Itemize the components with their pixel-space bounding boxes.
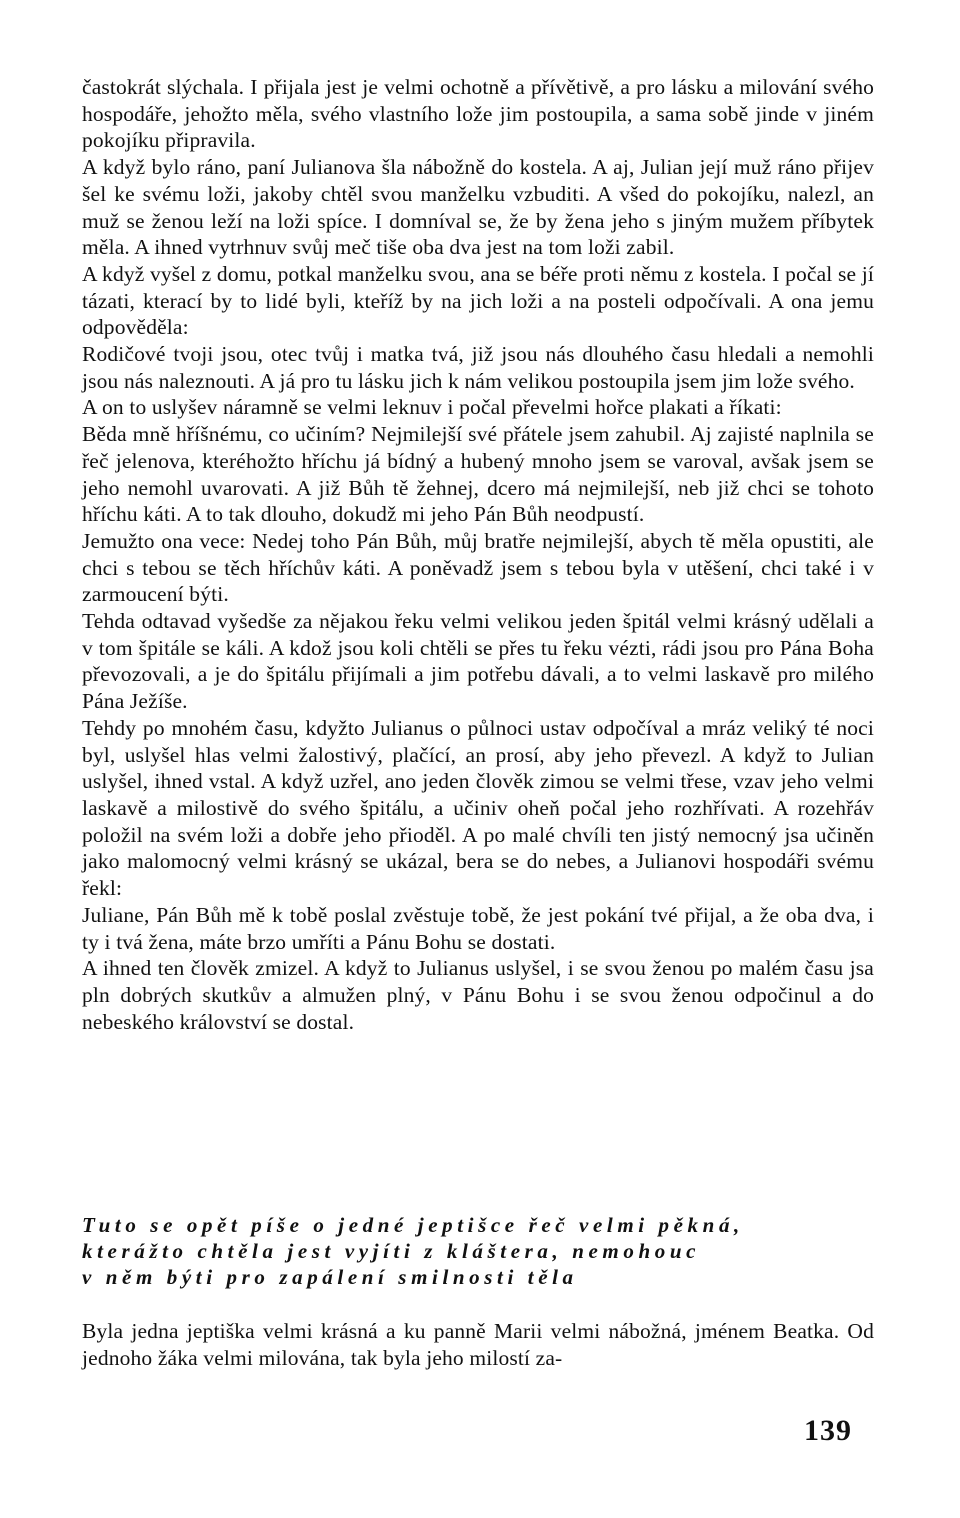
chapter-heading-line: v něm býti pro zapálení smilnosti těla [82, 1265, 578, 1289]
paragraph: Tehda odtavad vyšedše za nějakou řeku velmi velikou jeden špitál velmi krásný udělali a v tom špitále se káli. A kdož jsou koli chtěli se přes tu řeku vézti, rádi jsou pro Pána Boha převozovali, a je do špitálu přijímali a jim potřebu dávali, a to velmi laskavě pro milého Pána Ježíše. [82, 609, 874, 714]
chapter-heading-line: Tuto se opět píše o jedné jeptišce řeč velmi pěkná, [82, 1213, 744, 1237]
page-number: 139 [804, 1414, 852, 1447]
main-text [82, 74, 874, 1035]
chapter-heading-line: kterážto chtěla jest vyjíti z kláštera, nemohouc [82, 1239, 701, 1263]
paragraph: Běda mně hříšnému, co učiním? Nejmilejší své přátele jsem zahubil. Aj zajisté naplnila se řeč jelenova, kteréhožto hříchu já bídný a hubený mnoho jsem se varoval, avšak jsem se jeho nemohl uvarovati. A již Bůh tě žehnej, dcero má nejmilejší, neb již chci se tohoto hříchu káti. A to tak dlouho, dokudž mi jeho Pán Bůh neodpustí. [82, 422, 874, 527]
paragraph: častokrát slýchala. I přijala jest je velmi ochotně a přívětivě, a pro lásku a milování svého hospodáře, jehožto měla, svého vlastního lože jim postoupila, a sama sobě jinde v jiném pokojíku připravila. [82, 75, 874, 153]
chapter-intro [82, 1318, 874, 1371]
paragraph: Jemužto ona vece: Nedej toho Pán Bůh, můj bratře nejmilejší, abych tě měla opustiti, ale chci s tebou se těch hříchův káti. A poněvadž jsem s tebou byla v utěšení, chci také i v zarmoucení býti. [82, 528, 874, 607]
paragraph: A ihned ten člověk zmizel. A když to Julianus uslyšel, i se svou ženou po malém času jsa pln dobrých skutkův a almužen plný, v Pánu Bohu i se svou ženou odpočinul a do nebeského království se dostal. [82, 956, 874, 1034]
paragraph: Byla jedna jeptiška velmi krásná a ku panně Marii velmi nábožná, jménem Beatka. Od jednoho žáka velmi milována, tak byla jeho milostí za- [82, 1319, 874, 1370]
paragraph: A když bylo ráno, paní Julianova šla nábožně do kostela. A aj, Julian její muž ráno přijev šel ke svému loži, jakoby chtěl svou manželku vzbuditi. A všed do pokojíku, nalezl, an muž se ženou leží na loži spíce. I domníval se, že by žena jeho s jiným mužem příbytek měla. A ihned vytrhnuv svůj meč tiše oba dva jest na tom loži zabil. [82, 155, 874, 260]
paragraph: A když vyšel z domu, potkal manželku svou, ana se béře proti němu z kostela. I počal se jí tázati, kterací by to lidé byli, kteříž by na jich loži a na posteli odpočívali. A ona jemu odpověděla: [82, 261, 874, 340]
paragraph: Rodičové tvoji jsou, otec tvůj i matka tvá, již jsou nás dlouhého času hledali a nemohli jsou nás naleznouti. A já pro tu lásku jich k nám velikou postoupila jsem jim lože svého. [82, 342, 874, 393]
paragraph: A on to uslyšev náramně se velmi leknuv i počal převelmi hořce plakati a říkati: [82, 395, 782, 420]
paragraph: Juliane, Pán Bůh mě k tobě poslal zvěstuje tobě, že jest pokání tvé přijal, a že oba dva, i ty i tvá žena, máte brzo umříti a Pánu Bohu se dostati. [82, 902, 874, 954]
paragraph: Tehdy po mnohém času, kdyžto Julianus o půlnoci ustav odpočíval a mráz veliký té noci byl, uslyšel hlas velmi žalostivý, plačící, an prosí, aby jeho převezl. A když to Julian uslyšel, ihned vstal. A když uzřel, ano jeden člověk zimou se velmi třese, vzav jeho velmi laskavě a milostivě do svého špitálu, a učiniv oheň počal jeho rozhřívati. A rozehřáv položil na svém loži a dobře jeho přioděl. A po malé chvíli ten jistý nemocný jsa učiněn jako malomocný velmi krásný se ukázal, bera se do nebes, a Julianovi hospodáři svému řekl: [82, 715, 874, 901]
chapter-heading [82, 1212, 874, 1290]
